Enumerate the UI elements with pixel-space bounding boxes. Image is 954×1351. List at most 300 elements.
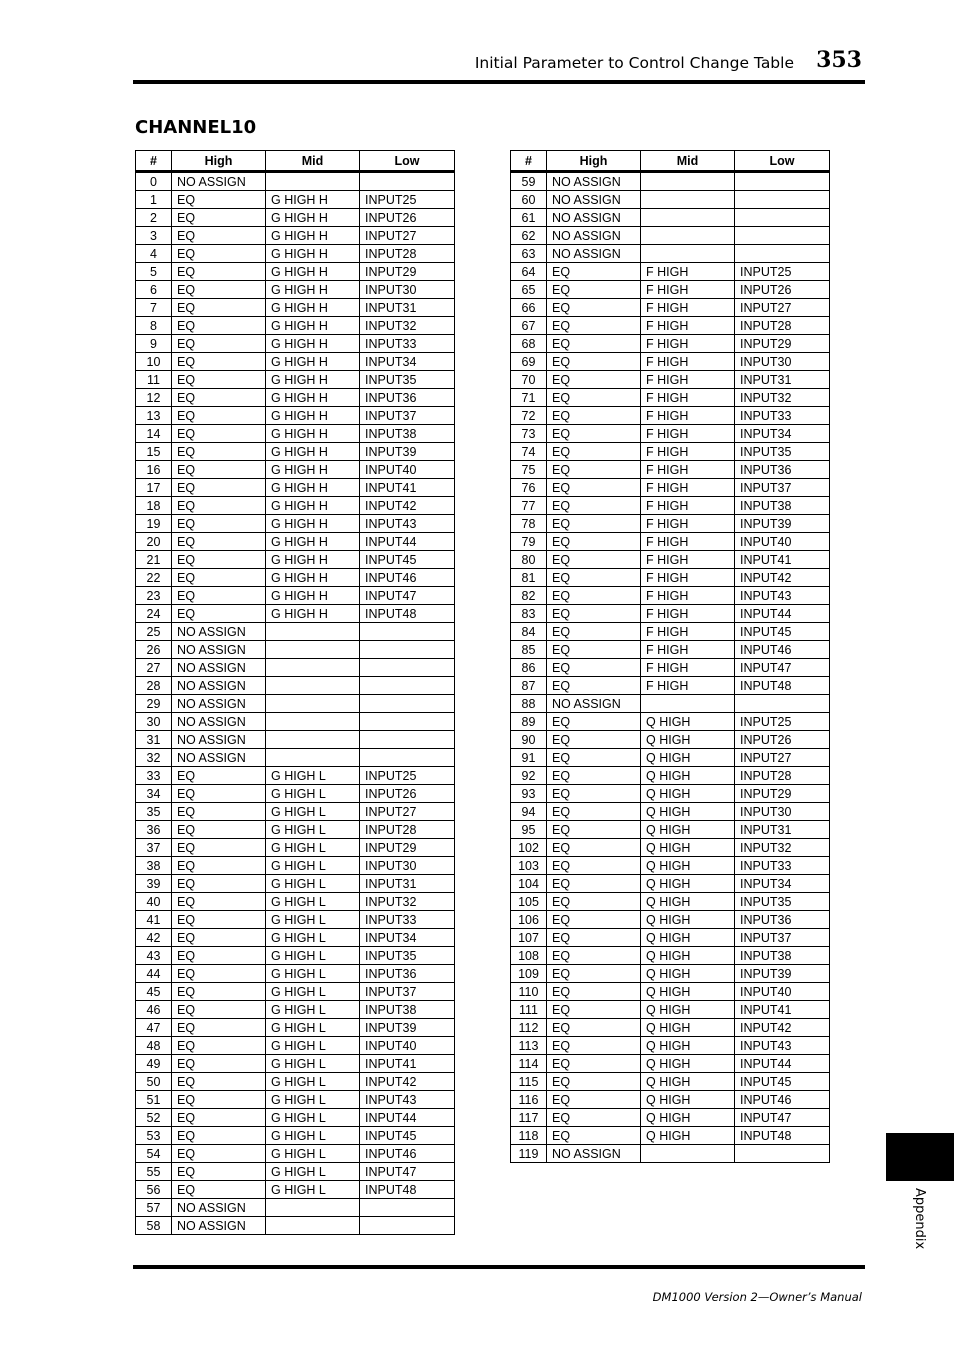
cell-mid: Q HIGH: [641, 857, 735, 875]
cell-number: 84: [511, 623, 547, 641]
column-header-mid: Mid: [266, 151, 360, 172]
cell-high: EQ: [547, 533, 641, 551]
table-row: [136, 353, 455, 371]
cell-high: EQ: [172, 407, 266, 425]
cell-mid: G HIGH L: [266, 929, 360, 947]
cell-mid: F HIGH: [641, 659, 735, 677]
table-row: [136, 479, 455, 497]
cell-low: INPUT42: [360, 497, 455, 515]
cell-number: 38: [136, 857, 172, 875]
cell-high: EQ: [172, 1145, 266, 1163]
table-row: [511, 172, 830, 191]
cell-number: 93: [511, 785, 547, 803]
cell-mid: F HIGH: [641, 551, 735, 569]
table-row: [136, 911, 455, 929]
table-row: [511, 821, 830, 839]
cell-number: 1: [136, 191, 172, 209]
cell-high: EQ: [172, 1019, 266, 1037]
table-row: [511, 605, 830, 623]
cell-low: INPUT45: [735, 623, 830, 641]
cell-number: 9: [136, 335, 172, 353]
cell-low: INPUT25: [360, 767, 455, 785]
cell-mid: Q HIGH: [641, 911, 735, 929]
cell-high: EQ: [547, 623, 641, 641]
table-row: [511, 587, 830, 605]
cell-low: INPUT48: [360, 1181, 455, 1199]
cell-high: EQ: [172, 371, 266, 389]
cell-high: NO ASSIGN: [172, 695, 266, 713]
cell-mid: Q HIGH: [641, 965, 735, 983]
cell-low: INPUT44: [360, 533, 455, 551]
cell-number: 22: [136, 569, 172, 587]
cell-number: 21: [136, 551, 172, 569]
cell-mid: F HIGH: [641, 605, 735, 623]
cell-number: 55: [136, 1163, 172, 1181]
table-row: [511, 785, 830, 803]
cell-mid: [266, 731, 360, 749]
table-row: [511, 1109, 830, 1127]
cell-number: 75: [511, 461, 547, 479]
cell-mid: [266, 641, 360, 659]
cell-high: EQ: [172, 335, 266, 353]
table-row: [511, 947, 830, 965]
cell-number: 92: [511, 767, 547, 785]
cell-number: 66: [511, 299, 547, 317]
cell-mid: G HIGH H: [266, 533, 360, 551]
cell-mid: G HIGH H: [266, 479, 360, 497]
cell-low: INPUT44: [360, 1109, 455, 1127]
footer-rule: [133, 1265, 865, 1269]
cell-low: [360, 1217, 455, 1235]
table-row: [511, 929, 830, 947]
cell-number: 24: [136, 605, 172, 623]
cell-low: [360, 749, 455, 767]
cell-low: INPUT32: [360, 893, 455, 911]
running-header-title: Initial Parameter to Control Change Table: [474, 54, 794, 72]
cell-number: 18: [136, 497, 172, 515]
cell-number: 48: [136, 1037, 172, 1055]
table-row: [136, 515, 455, 533]
cell-number: 5: [136, 263, 172, 281]
cell-number: 0: [136, 172, 172, 191]
table-row: [511, 1145, 830, 1163]
cell-mid: G HIGH L: [266, 1181, 360, 1199]
cell-number: 117: [511, 1109, 547, 1127]
cell-mid: F HIGH: [641, 569, 735, 587]
cell-number: 26: [136, 641, 172, 659]
table-row: [511, 641, 830, 659]
cell-low: [735, 209, 830, 227]
cell-high: EQ: [172, 983, 266, 1001]
table-row: [136, 335, 455, 353]
cell-low: INPUT36: [360, 965, 455, 983]
cell-high: EQ: [547, 857, 641, 875]
cell-high: EQ: [172, 767, 266, 785]
cell-number: 7: [136, 299, 172, 317]
cell-high: EQ: [172, 497, 266, 515]
cell-low: [360, 659, 455, 677]
cell-high: EQ: [172, 263, 266, 281]
cell-high: EQ: [547, 605, 641, 623]
column-header-high: High: [172, 151, 266, 172]
cell-low: INPUT46: [360, 1145, 455, 1163]
cell-number: 77: [511, 497, 547, 515]
cell-low: INPUT48: [360, 605, 455, 623]
cell-low: INPUT33: [360, 911, 455, 929]
cell-high: EQ: [547, 461, 641, 479]
table-row: [511, 389, 830, 407]
table-row: [136, 443, 455, 461]
table-row: [136, 227, 455, 245]
cell-high: EQ: [547, 551, 641, 569]
cell-low: INPUT38: [360, 1001, 455, 1019]
cell-high: EQ: [547, 1001, 641, 1019]
cell-mid: Q HIGH: [641, 713, 735, 731]
table-row: [136, 785, 455, 803]
table-row: [136, 461, 455, 479]
cell-high: EQ: [547, 299, 641, 317]
column-header-low: Low: [735, 151, 830, 172]
cell-number: 43: [136, 947, 172, 965]
cell-mid: G HIGH L: [266, 1145, 360, 1163]
cell-low: INPUT43: [360, 515, 455, 533]
cell-low: INPUT31: [735, 371, 830, 389]
cell-low: INPUT43: [735, 1037, 830, 1055]
cell-mid: G HIGH L: [266, 1091, 360, 1109]
table-row: [511, 965, 830, 983]
cell-number: 15: [136, 443, 172, 461]
cell-mid: F HIGH: [641, 677, 735, 695]
cell-high: EQ: [172, 1055, 266, 1073]
cell-number: 106: [511, 911, 547, 929]
cell-mid: G HIGH L: [266, 1019, 360, 1037]
cell-mid: G HIGH L: [266, 1163, 360, 1181]
cell-low: [735, 191, 830, 209]
cell-number: 40: [136, 893, 172, 911]
cell-number: 42: [136, 929, 172, 947]
cell-mid: G HIGH H: [266, 227, 360, 245]
cell-number: 113: [511, 1037, 547, 1055]
cell-number: 102: [511, 839, 547, 857]
cell-high: EQ: [547, 803, 641, 821]
cell-high: NO ASSIGN: [172, 623, 266, 641]
table-row: [511, 443, 830, 461]
cell-number: 59: [511, 172, 547, 191]
cell-low: INPUT35: [735, 893, 830, 911]
cell-low: INPUT35: [735, 443, 830, 461]
cell-mid: F HIGH: [641, 497, 735, 515]
cell-low: INPUT32: [735, 839, 830, 857]
cell-low: INPUT37: [360, 983, 455, 1001]
table-row: [511, 1001, 830, 1019]
cell-mid: G HIGH H: [266, 317, 360, 335]
table-row: [136, 965, 455, 983]
table-row: [511, 1019, 830, 1037]
cell-high: EQ: [172, 857, 266, 875]
cell-low: [360, 172, 455, 191]
cell-high: EQ: [172, 605, 266, 623]
cell-low: INPUT25: [735, 713, 830, 731]
table-row: [136, 605, 455, 623]
cell-low: INPUT29: [360, 263, 455, 281]
cell-high: NO ASSIGN: [547, 191, 641, 209]
cell-low: INPUT31: [360, 299, 455, 317]
cell-high: EQ: [547, 1109, 641, 1127]
table-row: [136, 623, 455, 641]
cell-mid: Q HIGH: [641, 1019, 735, 1037]
cell-number: 20: [136, 533, 172, 551]
cell-low: INPUT34: [360, 929, 455, 947]
cell-high: NO ASSIGN: [172, 1217, 266, 1235]
cell-low: INPUT48: [735, 677, 830, 695]
cell-high: NO ASSIGN: [547, 172, 641, 191]
cell-number: 65: [511, 281, 547, 299]
cell-mid: G HIGH H: [266, 515, 360, 533]
cell-high: EQ: [547, 425, 641, 443]
table-row: [511, 479, 830, 497]
cell-mid: Q HIGH: [641, 1127, 735, 1145]
cell-low: INPUT33: [360, 335, 455, 353]
table-row: [136, 425, 455, 443]
table-row: [136, 263, 455, 281]
cell-mid: Q HIGH: [641, 749, 735, 767]
cell-high: EQ: [547, 983, 641, 1001]
table-row: [511, 1073, 830, 1091]
cell-mid: G HIGH L: [266, 947, 360, 965]
cell-mid: Q HIGH: [641, 875, 735, 893]
cell-high: EQ: [172, 479, 266, 497]
cell-high: EQ: [547, 821, 641, 839]
table-row: [511, 191, 830, 209]
table-row: [511, 749, 830, 767]
cell-high: EQ: [172, 947, 266, 965]
cell-number: 34: [136, 785, 172, 803]
cell-mid: Q HIGH: [641, 1037, 735, 1055]
table-row: [511, 1127, 830, 1145]
cell-high: EQ: [547, 1073, 641, 1091]
cell-number: 58: [136, 1217, 172, 1235]
cell-high: EQ: [547, 641, 641, 659]
cell-mid: Q HIGH: [641, 821, 735, 839]
cell-number: 31: [136, 731, 172, 749]
cell-low: INPUT39: [360, 443, 455, 461]
table-row: [136, 767, 455, 785]
column-header-number: #: [136, 151, 172, 172]
cell-number: 111: [511, 1001, 547, 1019]
cell-high: EQ: [172, 551, 266, 569]
cell-low: INPUT45: [360, 1127, 455, 1145]
cell-low: INPUT34: [735, 875, 830, 893]
cell-high: EQ: [172, 245, 266, 263]
cell-high: EQ: [172, 209, 266, 227]
cell-high: EQ: [172, 281, 266, 299]
cell-low: INPUT39: [735, 965, 830, 983]
cell-high: EQ: [172, 1001, 266, 1019]
cell-high: EQ: [547, 587, 641, 605]
cell-low: INPUT47: [735, 1109, 830, 1127]
cell-mid: Q HIGH: [641, 785, 735, 803]
cell-high: EQ: [547, 479, 641, 497]
table-header-row: [136, 151, 455, 172]
cell-low: INPUT47: [360, 587, 455, 605]
section-title: CHANNEL10: [135, 117, 257, 138]
cell-number: 52: [136, 1109, 172, 1127]
cell-number: 112: [511, 1019, 547, 1037]
cell-low: INPUT28: [360, 245, 455, 263]
cell-low: INPUT31: [360, 875, 455, 893]
cell-number: 8: [136, 317, 172, 335]
cell-low: INPUT34: [360, 353, 455, 371]
header-rule: [133, 80, 865, 84]
cell-mid: Q HIGH: [641, 893, 735, 911]
cell-number: 67: [511, 317, 547, 335]
cell-number: 71: [511, 389, 547, 407]
cell-high: EQ: [172, 299, 266, 317]
cell-mid: Q HIGH: [641, 839, 735, 857]
cell-low: INPUT28: [735, 317, 830, 335]
table-row: [136, 587, 455, 605]
cell-mid: G HIGH H: [266, 497, 360, 515]
table-row: [511, 1091, 830, 1109]
cell-number: 10: [136, 353, 172, 371]
table-row: [511, 677, 830, 695]
table-row: [136, 389, 455, 407]
cell-low: INPUT44: [735, 605, 830, 623]
cell-mid: [641, 1145, 735, 1163]
cell-mid: G HIGH L: [266, 767, 360, 785]
cell-high: EQ: [547, 407, 641, 425]
cell-number: 79: [511, 533, 547, 551]
cell-low: INPUT41: [360, 479, 455, 497]
cell-number: 30: [136, 713, 172, 731]
cell-high: EQ: [547, 389, 641, 407]
cell-low: INPUT36: [360, 389, 455, 407]
cell-high: EQ: [547, 659, 641, 677]
cell-mid: G HIGH H: [266, 281, 360, 299]
cell-number: 13: [136, 407, 172, 425]
cell-high: NO ASSIGN: [547, 1145, 641, 1163]
table-row: [136, 551, 455, 569]
cell-low: INPUT47: [735, 659, 830, 677]
cell-high: EQ: [172, 569, 266, 587]
cell-low: [360, 731, 455, 749]
cell-low: INPUT35: [360, 371, 455, 389]
cell-number: 104: [511, 875, 547, 893]
table-row: [511, 335, 830, 353]
cell-high: EQ: [547, 353, 641, 371]
table-row: [136, 1145, 455, 1163]
cell-mid: G HIGH H: [266, 245, 360, 263]
table-row: [511, 263, 830, 281]
cell-low: INPUT47: [360, 1163, 455, 1181]
cell-number: 70: [511, 371, 547, 389]
cell-high: EQ: [172, 893, 266, 911]
cell-low: INPUT26: [360, 785, 455, 803]
cell-mid: Q HIGH: [641, 983, 735, 1001]
cell-low: INPUT43: [735, 587, 830, 605]
cell-mid: G HIGH H: [266, 461, 360, 479]
cell-high: EQ: [547, 893, 641, 911]
cell-number: 95: [511, 821, 547, 839]
table-row: [511, 551, 830, 569]
cell-low: [360, 713, 455, 731]
cell-high: EQ: [547, 1091, 641, 1109]
cell-high: NO ASSIGN: [172, 749, 266, 767]
column-header-number: #: [511, 151, 547, 172]
cell-high: EQ: [172, 533, 266, 551]
table-row: [136, 191, 455, 209]
cell-mid: F HIGH: [641, 443, 735, 461]
table-row: [511, 623, 830, 641]
cell-high: EQ: [547, 1037, 641, 1055]
cell-high: EQ: [547, 443, 641, 461]
cell-number: 2: [136, 209, 172, 227]
footer-manual-title: DM1000 Version 2—Owner’s Manual: [652, 1290, 862, 1304]
table-row: [511, 245, 830, 263]
cell-number: 33: [136, 767, 172, 785]
cell-mid: [266, 695, 360, 713]
cell-number: 115: [511, 1073, 547, 1091]
page-number: 353: [816, 47, 862, 73]
cell-number: 89: [511, 713, 547, 731]
cell-high: EQ: [172, 587, 266, 605]
cell-mid: F HIGH: [641, 515, 735, 533]
cell-high: EQ: [172, 425, 266, 443]
cell-number: 88: [511, 695, 547, 713]
table-row: [136, 1181, 455, 1199]
table-row: [136, 1127, 455, 1145]
cell-high: EQ: [172, 929, 266, 947]
cell-mid: Q HIGH: [641, 1073, 735, 1091]
cell-number: 56: [136, 1181, 172, 1199]
cell-number: 63: [511, 245, 547, 263]
cell-low: INPUT37: [735, 929, 830, 947]
cell-high: NO ASSIGN: [547, 209, 641, 227]
cell-high: NO ASSIGN: [172, 172, 266, 191]
table-row: [136, 839, 455, 857]
cell-number: 78: [511, 515, 547, 533]
cell-mid: Q HIGH: [641, 1001, 735, 1019]
cell-number: 114: [511, 1055, 547, 1073]
table-row: [511, 1055, 830, 1073]
cell-low: INPUT27: [735, 749, 830, 767]
cell-high: NO ASSIGN: [172, 1199, 266, 1217]
column-header-mid: Mid: [641, 151, 735, 172]
cell-high: EQ: [547, 965, 641, 983]
table-row: [511, 209, 830, 227]
cell-high: EQ: [172, 911, 266, 929]
cell-number: 74: [511, 443, 547, 461]
table-row: [136, 947, 455, 965]
cell-number: 4: [136, 245, 172, 263]
cell-high: EQ: [547, 1019, 641, 1037]
cell-low: INPUT30: [735, 353, 830, 371]
table-row: [136, 569, 455, 587]
cell-number: 81: [511, 569, 547, 587]
table-row: [511, 227, 830, 245]
table-row: [511, 425, 830, 443]
cell-high: EQ: [547, 749, 641, 767]
cell-mid: G HIGH H: [266, 371, 360, 389]
cell-low: INPUT26: [735, 731, 830, 749]
cell-mid: F HIGH: [641, 353, 735, 371]
appendix-tab-marker: [886, 1133, 954, 1181]
table-row: [511, 695, 830, 713]
table-row: [136, 749, 455, 767]
cell-mid: [641, 191, 735, 209]
table-row: [511, 857, 830, 875]
cell-low: [360, 695, 455, 713]
